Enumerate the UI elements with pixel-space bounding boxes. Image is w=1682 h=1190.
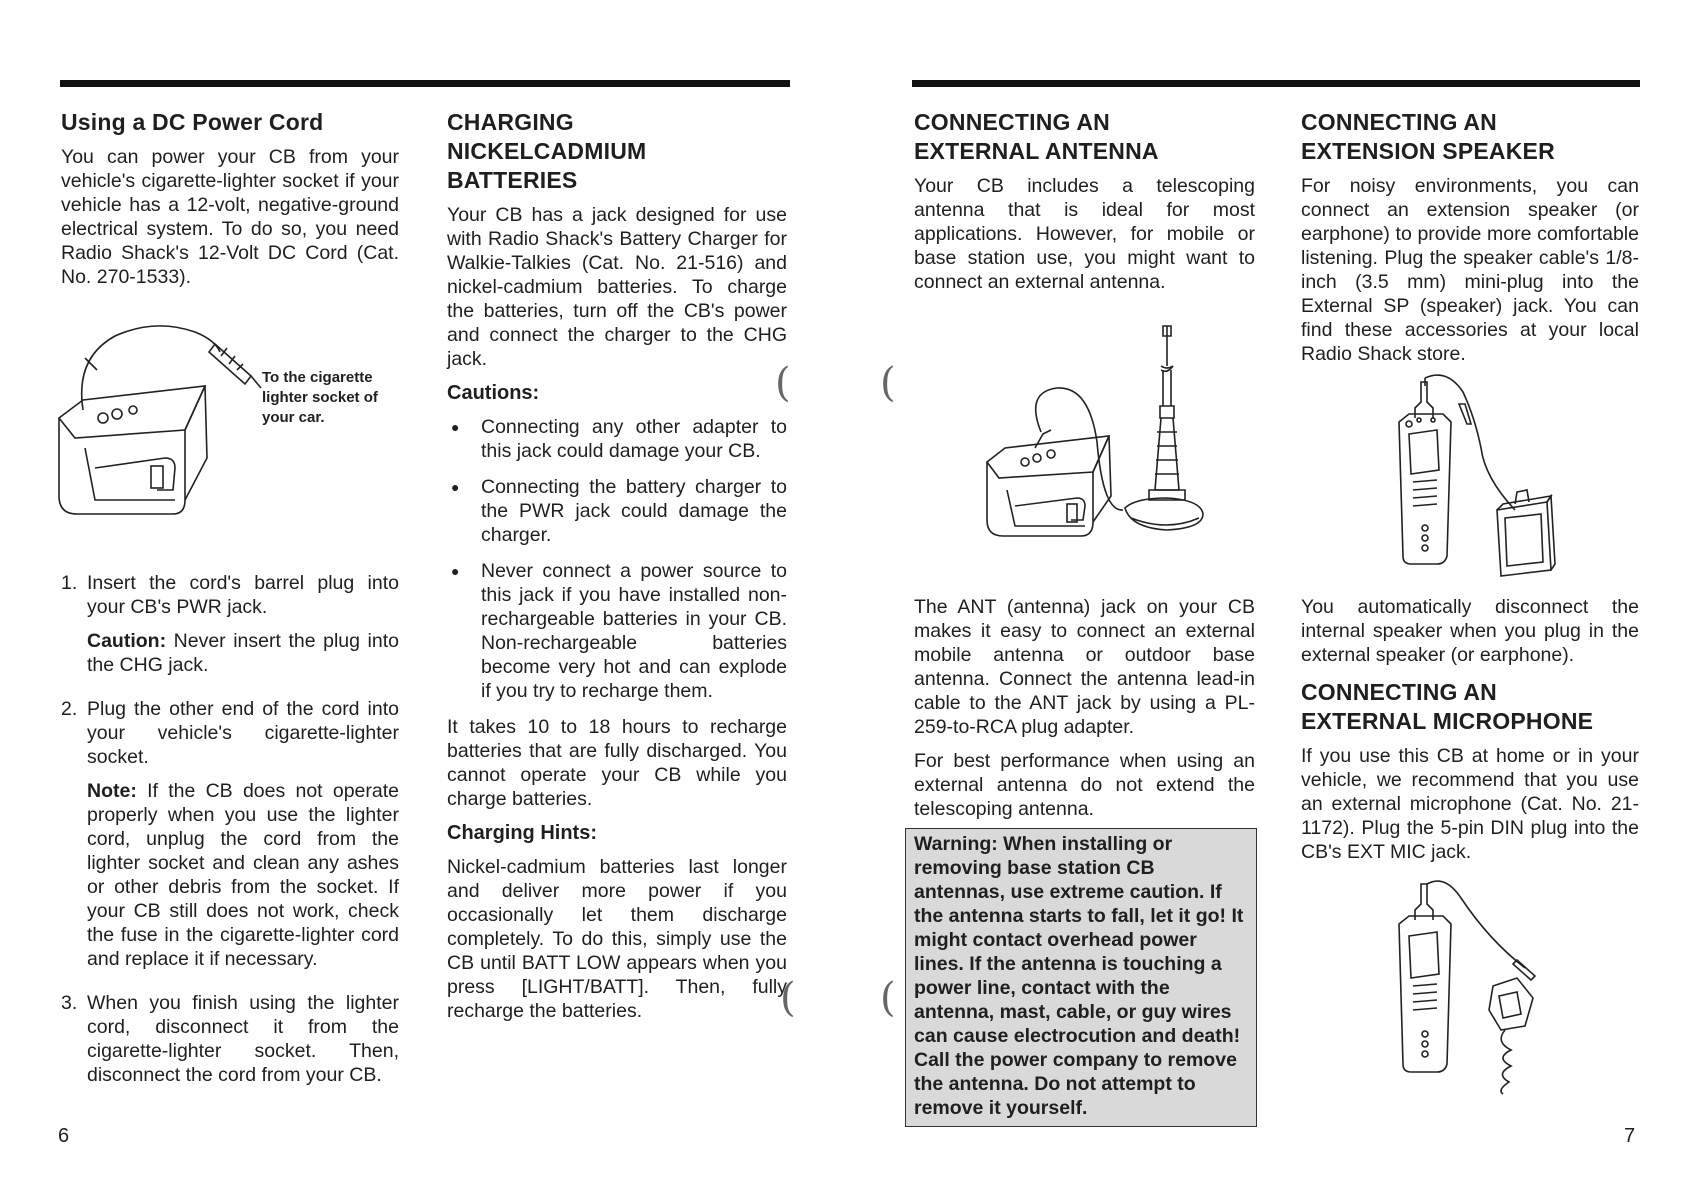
step-item	[61, 571, 399, 687]
caution-text: Never connect a power source to this jack if you have installed non-rechargeable batteries in your CB. Non-rechargeable batteries become very hot and can explode if you try to recharge them.	[481, 560, 787, 702]
right-page-top-rule	[912, 80, 1640, 87]
dc-cord-caption: To the cigarette lighter socket of your car.	[262, 369, 378, 426]
step-text: Plug the other end of the cord into your vehicle's cigarette-lighter socket.	[87, 698, 399, 768]
antenna-details	[914, 595, 1255, 831]
microphone-title: CONNECTING AN EXTERNAL MICROPHONE	[1301, 679, 1594, 734]
antenna-intro: Your CB includes a telescoping antenna that is ideal for most applications. However, for mobile or base station use, you might want to connect an external antenna.	[914, 175, 1255, 293]
microphone-intro: If you use this CB at home or in your vehicle, we recommend that you use an external microphone (Cat. No. 21-1172). Plug the 5-pin DIN plug into the CB's EXT MIC jack.	[1301, 745, 1639, 863]
caution-item	[447, 415, 787, 463]
caution-text: Connecting any other adapter to this jack could damage your CB.	[481, 416, 787, 462]
binding-mark-icon: (	[780, 975, 796, 1021]
bullet-icon: ●	[451, 419, 460, 435]
charging-hints: Nickel-cadmium batteries last longer and deliver more power if you occasionally let them discharge completely. To do this, simply use the CB until BATT LOW appears when you press [LIGHT/BATT]. Then, fully recharge the batteries.	[447, 856, 787, 1022]
step-item	[61, 991, 399, 1097]
charging-section	[447, 108, 787, 1033]
step-note-text: Never insert the plug into the CHG jack.	[87, 630, 399, 676]
charging-title: CHARGING NICKELCADMIUM BATTERIES	[447, 109, 647, 193]
bullet-icon: ●	[451, 479, 460, 495]
step-note-label: Note:	[87, 780, 137, 802]
caution-text: Connecting the battery charger to the PWR jack could damage the charger.	[481, 476, 787, 546]
microphone-section	[1301, 678, 1639, 874]
left-page-top-rule	[60, 80, 790, 87]
best-performance-text: For best performance when using an external antenna do not extend the telescoping antenna.	[914, 750, 1255, 820]
speaker-illustration	[1385, 378, 1575, 588]
step-item	[61, 697, 399, 981]
dc-cord-intro: You can power your CB from your vehicle's cigarette-lighter socket if your vehicle has a 12-volt, negative-ground electrical system. To do so, you need Radio Shack's 12-Volt DC Cord (Cat. No. 270-1533).	[61, 146, 399, 288]
antenna-warning-text: Warning: When installing or removing base station CB antennas, use extreme caution. If the antenna starts to fall, let it go! It might contact overhead power lines. If the antenna is touching a power line, contact with the antenna, mast, cable, or guy wires can cause electrocution and death! Call the power company to remove the antenna. Do not attempt to remove it yourself.	[914, 833, 1244, 1119]
charging-intro: Your CB has a jack designed for use with Radio Shack's Battery Charger for Walkie-Talkies (Cat. No. 21-516) and nickel-cadmium batteries. To charge the batteries, turn off the CB's power and connect the charger to the CHG jack.	[447, 204, 787, 370]
step-note-text: If the CB does not operate properly when you use the lighter cord, unplug the cord from the lighter socket and clean any ashes or other debris from the socket. If your CB still does not work, check the fuse in the cigarette-lighter cord and replace it if necessary.	[87, 780, 400, 970]
step-note	[87, 629, 399, 677]
step-text: Insert the cord's barrel plug into your CB's PWR jack.	[87, 572, 399, 618]
caution-item	[447, 559, 787, 703]
step-number: 1.	[61, 572, 78, 594]
step-note	[87, 779, 399, 971]
speaker-note: You automatically disconnect the internal speaker when you plug in the external speaker (or earphone).	[1301, 596, 1639, 666]
step-number: 3.	[61, 992, 78, 1014]
microphone-illustration	[1385, 880, 1575, 1100]
antenna-title: CONNECTING AN EXTERNAL ANTENNA	[914, 109, 1159, 164]
left-page-number: 6	[58, 1125, 70, 1147]
cautions-heading: Cautions:	[447, 382, 540, 404]
dc-cord-section	[61, 108, 399, 299]
speaker-section	[1301, 108, 1639, 376]
speaker-note-block	[1301, 595, 1639, 677]
speaker-intro: For noisy environments, you can connect an extension speaker (or earphone) to provide more comfortable listening. Plug the speaker cable's 1/8-inch (3.5 mm) mini-plug into the External SP (speaker) jack. You can find these accessories at your local Radio Shack store.	[1301, 175, 1639, 365]
step-text: When you finish using the lighter cord, disconnect it from the cigarette-lighter socket. Then, disconnect the cord from your CB.	[87, 992, 399, 1086]
step-note-label: Caution:	[87, 630, 167, 652]
bullet-icon: ●	[451, 563, 460, 579]
step-number: 2.	[61, 698, 78, 720]
dc-cord-title: Using a DC Power Cord	[61, 109, 324, 135]
binding-mark-icon: (	[880, 360, 896, 406]
speaker-title: CONNECTING AN EXTENSION SPEAKER	[1301, 109, 1555, 164]
antenna-section	[914, 108, 1255, 304]
binding-mark-icon: (	[775, 360, 791, 406]
right-page-number: 7	[1624, 1125, 1636, 1147]
dc-cord-steps	[61, 571, 399, 1107]
charging-duration: It takes 10 to 18 hours to recharge batteries that are fully discharged. You cannot operate your CB while you charge batteries.	[447, 716, 787, 810]
hints-heading: Charging Hints:	[447, 822, 597, 844]
antenna-illustration	[985, 322, 1205, 552]
caution-item	[447, 475, 787, 547]
ant-jack-text: The ANT (antenna) jack on your CB makes it easy to connect an external mobile antenna or outdoor base antenna. Connect the antenna lead-in cable to the ANT jack by using a PL-259-to-RCA plug adapter.	[914, 596, 1255, 738]
binding-mark-icon: (	[880, 975, 896, 1021]
dc-cord-illustration	[55, 318, 265, 518]
antenna-warning-box	[905, 828, 1257, 1127]
